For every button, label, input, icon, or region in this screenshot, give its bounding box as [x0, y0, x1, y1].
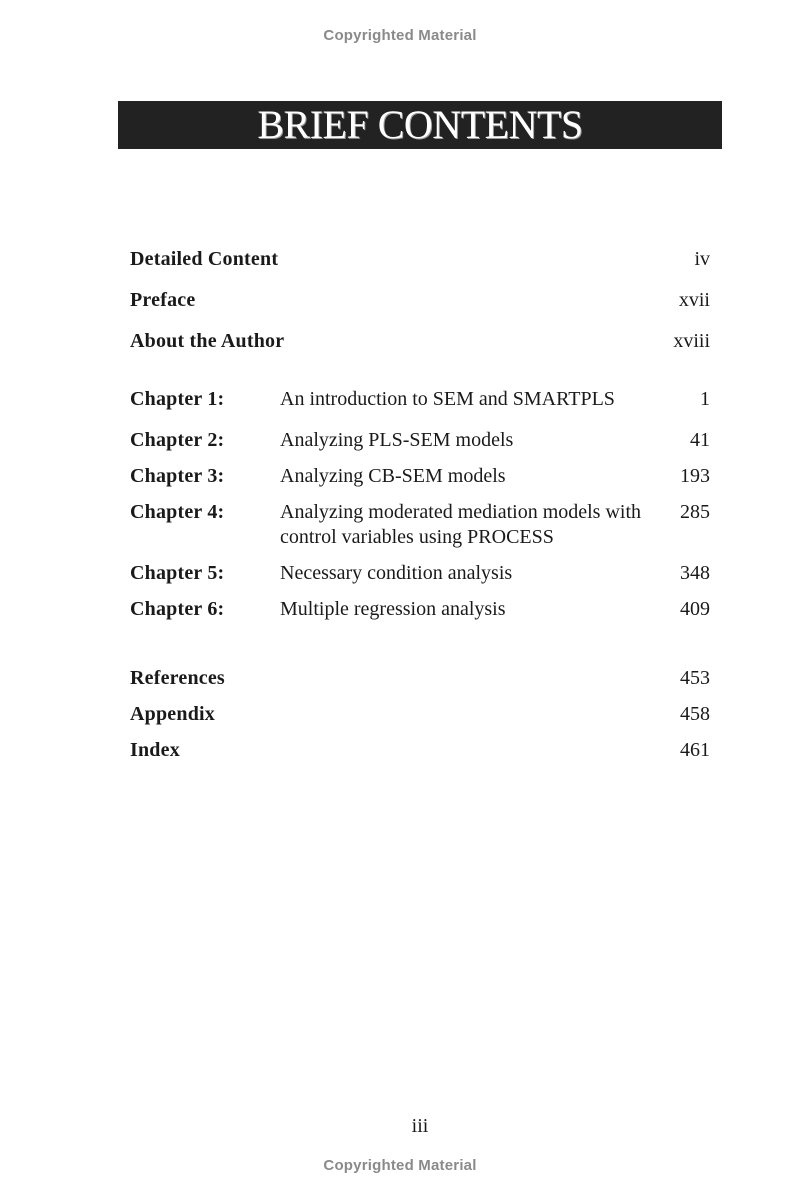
toc-entry-label: Detailed Content	[130, 248, 279, 270]
toc-entry-page: 193	[680, 465, 710, 487]
toc-entry-page: 348	[680, 562, 710, 584]
chapter-label: Chapter 4:	[130, 501, 225, 523]
toc-entry-label: Appendix	[130, 703, 215, 725]
chapter-title: Analyzing PLS-SEM models	[280, 429, 514, 451]
chapter-label: Chapter 2:	[130, 429, 225, 451]
chapter-title: Analyzing CB-SEM models	[280, 465, 506, 487]
toc-entry-page: xvii	[678, 289, 710, 311]
chapter-title: Multiple regression analysis	[280, 598, 506, 620]
chapter-title: An introduction to SEM and SMARTPLS	[280, 388, 615, 410]
toc-entry-page: 458	[680, 703, 710, 725]
toc-entry-page: 285	[680, 501, 710, 523]
toc-entry-page: 461	[680, 739, 710, 761]
copyright-watermark-top: Copyrighted Material	[323, 27, 477, 44]
toc-entry-page: 41	[690, 429, 710, 451]
chapter-label: Chapter 1:	[130, 388, 225, 410]
toc-entry-label: Preface	[130, 289, 196, 311]
chapter-label: Chapter 5:	[130, 562, 225, 584]
toc-entry-page: 1	[700, 388, 710, 410]
chapter-label: Chapter 3:	[130, 465, 225, 487]
chapter-title: Necessary condition analysis	[280, 562, 513, 584]
toc-entry-page: 453	[680, 667, 710, 689]
toc-entry-page: xviii	[673, 330, 710, 352]
page-number: iii	[411, 1115, 429, 1137]
chapter-label: Chapter 6:	[130, 598, 225, 620]
toc-entry-label: References	[130, 667, 225, 689]
toc-entry-label: Index	[130, 739, 180, 761]
chapter-title: Analyzing moderated mediation models with control variables using PROCESS	[280, 501, 642, 548]
toc-entry-label: About the Author	[130, 330, 285, 352]
title-banner	[118, 101, 722, 149]
page-title: BRIEF CONTENTS	[257, 102, 583, 147]
copyright-watermark-bottom: Copyrighted Material	[323, 1157, 477, 1174]
toc-entry-page: 409	[680, 598, 710, 620]
toc-entry-page: iv	[694, 248, 710, 270]
